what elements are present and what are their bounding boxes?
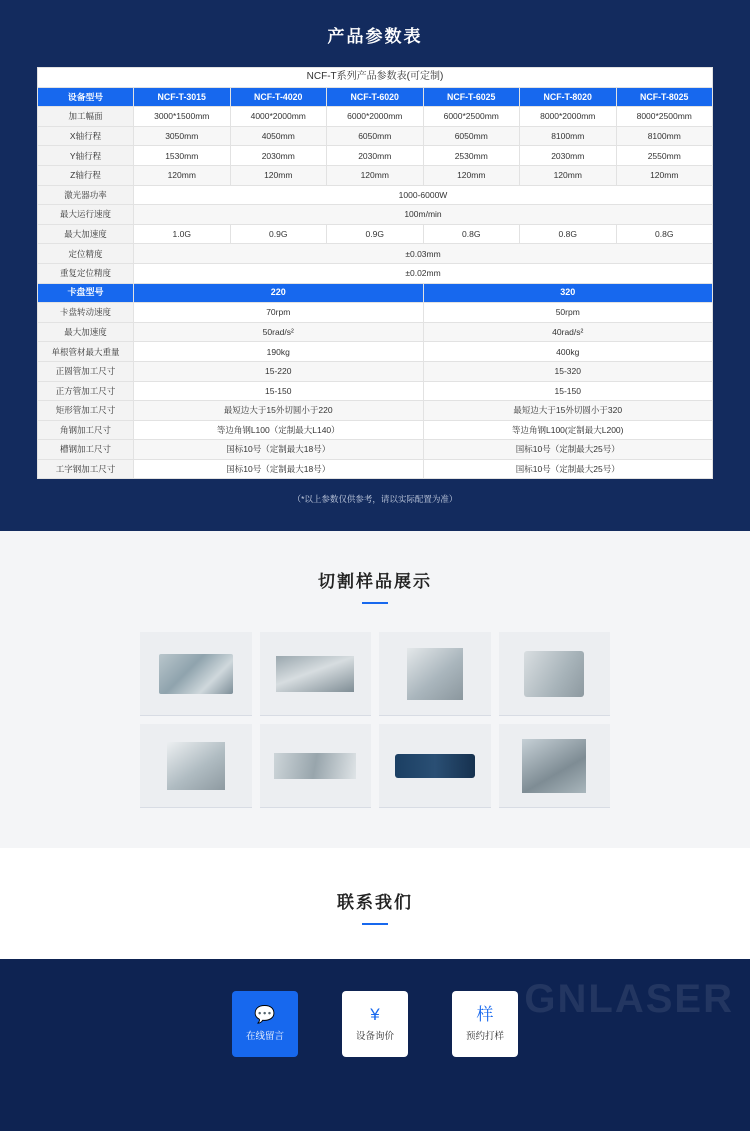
spec-cell: 6000*2500mm [423, 107, 520, 127]
title-underline [362, 602, 388, 604]
samples-grid [140, 632, 610, 808]
table-row [38, 224, 713, 244]
spec-cell: 4050mm [230, 126, 327, 146]
table-row [38, 420, 713, 440]
table-row [38, 126, 713, 146]
spec-cell: 2030mm [520, 146, 617, 166]
table-row [38, 263, 713, 283]
chuck-model-header: 320 [423, 283, 713, 303]
contact-title-underline [362, 923, 388, 925]
spec-row-label: 最大运行速度 [38, 205, 134, 225]
spec-row-label: X轴行程 [38, 126, 134, 146]
chuck-cell: 15-320 [423, 361, 713, 381]
spec-header-row [38, 87, 713, 107]
spec-cell: 120mm [423, 165, 520, 185]
spec-row-label: 定位精度 [38, 244, 134, 264]
chuck-row-label: 最大加速度 [38, 322, 134, 342]
sample-thumbnail[interactable] [499, 724, 611, 808]
spec-cell: 4000*2000mm [230, 107, 327, 127]
chuck-cell: 国标10号（定制最大25号） [423, 459, 713, 479]
spec-row-label: 重复定位精度 [38, 263, 134, 283]
contact-title: 联系我们 [337, 893, 413, 913]
chuck-cell: 50rad/s² [134, 322, 424, 342]
chuck-cell: 国标10号（定制最大25号） [423, 440, 713, 460]
footer-button-label: 在线留言 [245, 1031, 284, 1043]
spec-cell: 120mm [616, 165, 713, 185]
spec-row-label: 激光器功率 [38, 185, 134, 205]
footer-button-label: 预约打样 [465, 1031, 504, 1043]
spec-cell: ±0.02mm [134, 263, 713, 283]
spec-caption-row [38, 68, 713, 88]
spec-cell: 8100mm [520, 126, 617, 146]
chuck-cell: 等边角钢L100(定制最大L200) [423, 420, 713, 440]
chuck-row-label: 矩形管加工尺寸 [38, 401, 134, 421]
chuck-cell: 国标10号（定制最大18号） [134, 440, 424, 460]
chuck-row-label: 槽钢加工尺寸 [38, 440, 134, 460]
table-row [38, 205, 713, 225]
spec-model-header: NCF-T-6020 [327, 87, 424, 107]
spec-model-header: NCF-T-6025 [423, 87, 520, 107]
table-row [38, 244, 713, 264]
spec-cell: 6050mm [423, 126, 520, 146]
chuck-cell: 等边角钢L100（定制最大L140） [134, 420, 424, 440]
spec-cell: 1.0G [134, 224, 231, 244]
chuck-cell: 400kg [423, 342, 713, 362]
table-row [38, 165, 713, 185]
table-row [38, 322, 713, 342]
spec-title: 产品参数表 [327, 27, 423, 46]
sample-thumbnail[interactable] [379, 632, 491, 716]
sample-thumbnail[interactable] [140, 632, 252, 716]
chuck-row-label: 正圆管加工尺寸 [38, 361, 134, 381]
footer-button-在线留言[interactable] [232, 991, 298, 1057]
spec-cell: 0.8G [423, 224, 520, 244]
spec-cell: 120mm [134, 165, 231, 185]
sample-6-image [274, 753, 356, 779]
chuck-row-label: 角钢加工尺寸 [38, 420, 134, 440]
chat-icon: 💬 [254, 1005, 276, 1025]
chuck-row-label: 正方管加工尺寸 [38, 381, 134, 401]
sample-3-image [407, 648, 463, 700]
spec-table [37, 67, 713, 479]
spec-cell: 120mm [327, 165, 424, 185]
spec-cell: 100m/min [134, 205, 713, 225]
spec-cell: 2030mm [230, 146, 327, 166]
chuck-row-label: 单根管材最大重量 [38, 342, 134, 362]
footer-button-预约打样[interactable] [452, 991, 518, 1057]
spec-cell: 2530mm [423, 146, 520, 166]
chuck-cell: 最短边大于15外切圆小于220 [134, 401, 424, 421]
chuck-cell: 50rpm [423, 303, 713, 323]
samples-title: 切割样品展示 [318, 572, 432, 592]
chuck-cell: 15-220 [134, 361, 424, 381]
spec-cell: 120mm [230, 165, 327, 185]
spec-header-label: 设备型号 [38, 87, 134, 107]
table-row [38, 440, 713, 460]
footer-button-group [0, 991, 750, 1057]
chuck-cell: 15-150 [423, 381, 713, 401]
chuck-header-row [38, 283, 713, 303]
sample-icon: 样 [476, 1005, 494, 1025]
table-row [38, 342, 713, 362]
chuck-cell: 190kg [134, 342, 424, 362]
footer [0, 959, 750, 1131]
sample-thumbnail[interactable] [379, 724, 491, 808]
spec-model-header: NCF-T-8025 [616, 87, 713, 107]
table-row [38, 107, 713, 127]
spec-cell: 2030mm [327, 146, 424, 166]
spec-cell: 6000*2000mm [327, 107, 424, 127]
spec-cell: 3050mm [134, 126, 231, 146]
spec-row-label: 最大加速度 [38, 224, 134, 244]
table-row [38, 303, 713, 323]
spec-cell: 8100mm [616, 126, 713, 146]
spec-cell: 6050mm [327, 126, 424, 146]
spec-cell: 0.8G [616, 224, 713, 244]
spec-row-label: Z轴行程 [38, 165, 134, 185]
sample-thumbnail[interactable] [499, 632, 611, 716]
spec-table-wrap [37, 67, 713, 479]
spec-cell: 0.9G [327, 224, 424, 244]
contact-section [0, 848, 750, 959]
sample-8-image [522, 739, 586, 793]
chuck-header-label: 卡盘型号 [38, 283, 134, 303]
chuck-cell: 40rad/s² [423, 322, 713, 342]
spec-cell: ±0.03mm [134, 244, 713, 264]
footer-button-label: 设备询价 [355, 1031, 394, 1043]
sample-1-image [159, 654, 233, 694]
table-row [38, 381, 713, 401]
spec-cell: 120mm [520, 165, 617, 185]
sample-thumbnail[interactable] [260, 724, 372, 808]
spec-model-header: NCF-T-8020 [520, 87, 617, 107]
spec-row-label: Y轴行程 [38, 146, 134, 166]
spec-section [0, 0, 750, 531]
spec-cell: 2550mm [616, 146, 713, 166]
spec-cell: 1000-6000W [134, 185, 713, 205]
spec-cell: 1530mm [134, 146, 231, 166]
table-row [38, 185, 713, 205]
footer-button-设备询价[interactable] [342, 991, 408, 1057]
spec-cell: 8000*2000mm [520, 107, 617, 127]
sample-2-image [276, 656, 354, 692]
table-row [38, 459, 713, 479]
price-icon: ¥ [370, 1005, 380, 1025]
sample-thumbnail[interactable] [140, 724, 252, 808]
brand-watermark: GNLASER [524, 977, 734, 1022]
spec-caption: NCF-T系列产品参数表(可定制) [38, 68, 713, 88]
chuck-row-label: 卡盘转动速度 [38, 303, 134, 323]
samples-section [0, 531, 750, 848]
chuck-cell: 最短边大于15外切圆小于320 [423, 401, 713, 421]
spec-note: （*以上参数仅供参考，请以实际配置为准） [292, 494, 458, 505]
spec-cell: 3000*1500mm [134, 107, 231, 127]
spec-row-label: 加工幅面 [38, 107, 134, 127]
spec-cell: 8000*2500mm [616, 107, 713, 127]
chuck-model-header: 220 [134, 283, 424, 303]
spec-model-header: NCF-T-4020 [230, 87, 327, 107]
chuck-cell: 国标10号（定制最大18号） [134, 459, 424, 479]
sample-7-image [395, 754, 475, 778]
sample-thumbnail[interactable] [260, 632, 372, 716]
chuck-row-label: 工字钢加工尺寸 [38, 459, 134, 479]
spec-cell: 0.9G [230, 224, 327, 244]
sample-4-image [524, 651, 584, 697]
table-row [38, 361, 713, 381]
table-row [38, 146, 713, 166]
sample-5-image [167, 742, 225, 790]
table-row [38, 401, 713, 421]
spec-model-header: NCF-T-3015 [134, 87, 231, 107]
chuck-cell: 70rpm [134, 303, 424, 323]
spec-cell: 0.8G [520, 224, 617, 244]
chuck-cell: 15-150 [134, 381, 424, 401]
